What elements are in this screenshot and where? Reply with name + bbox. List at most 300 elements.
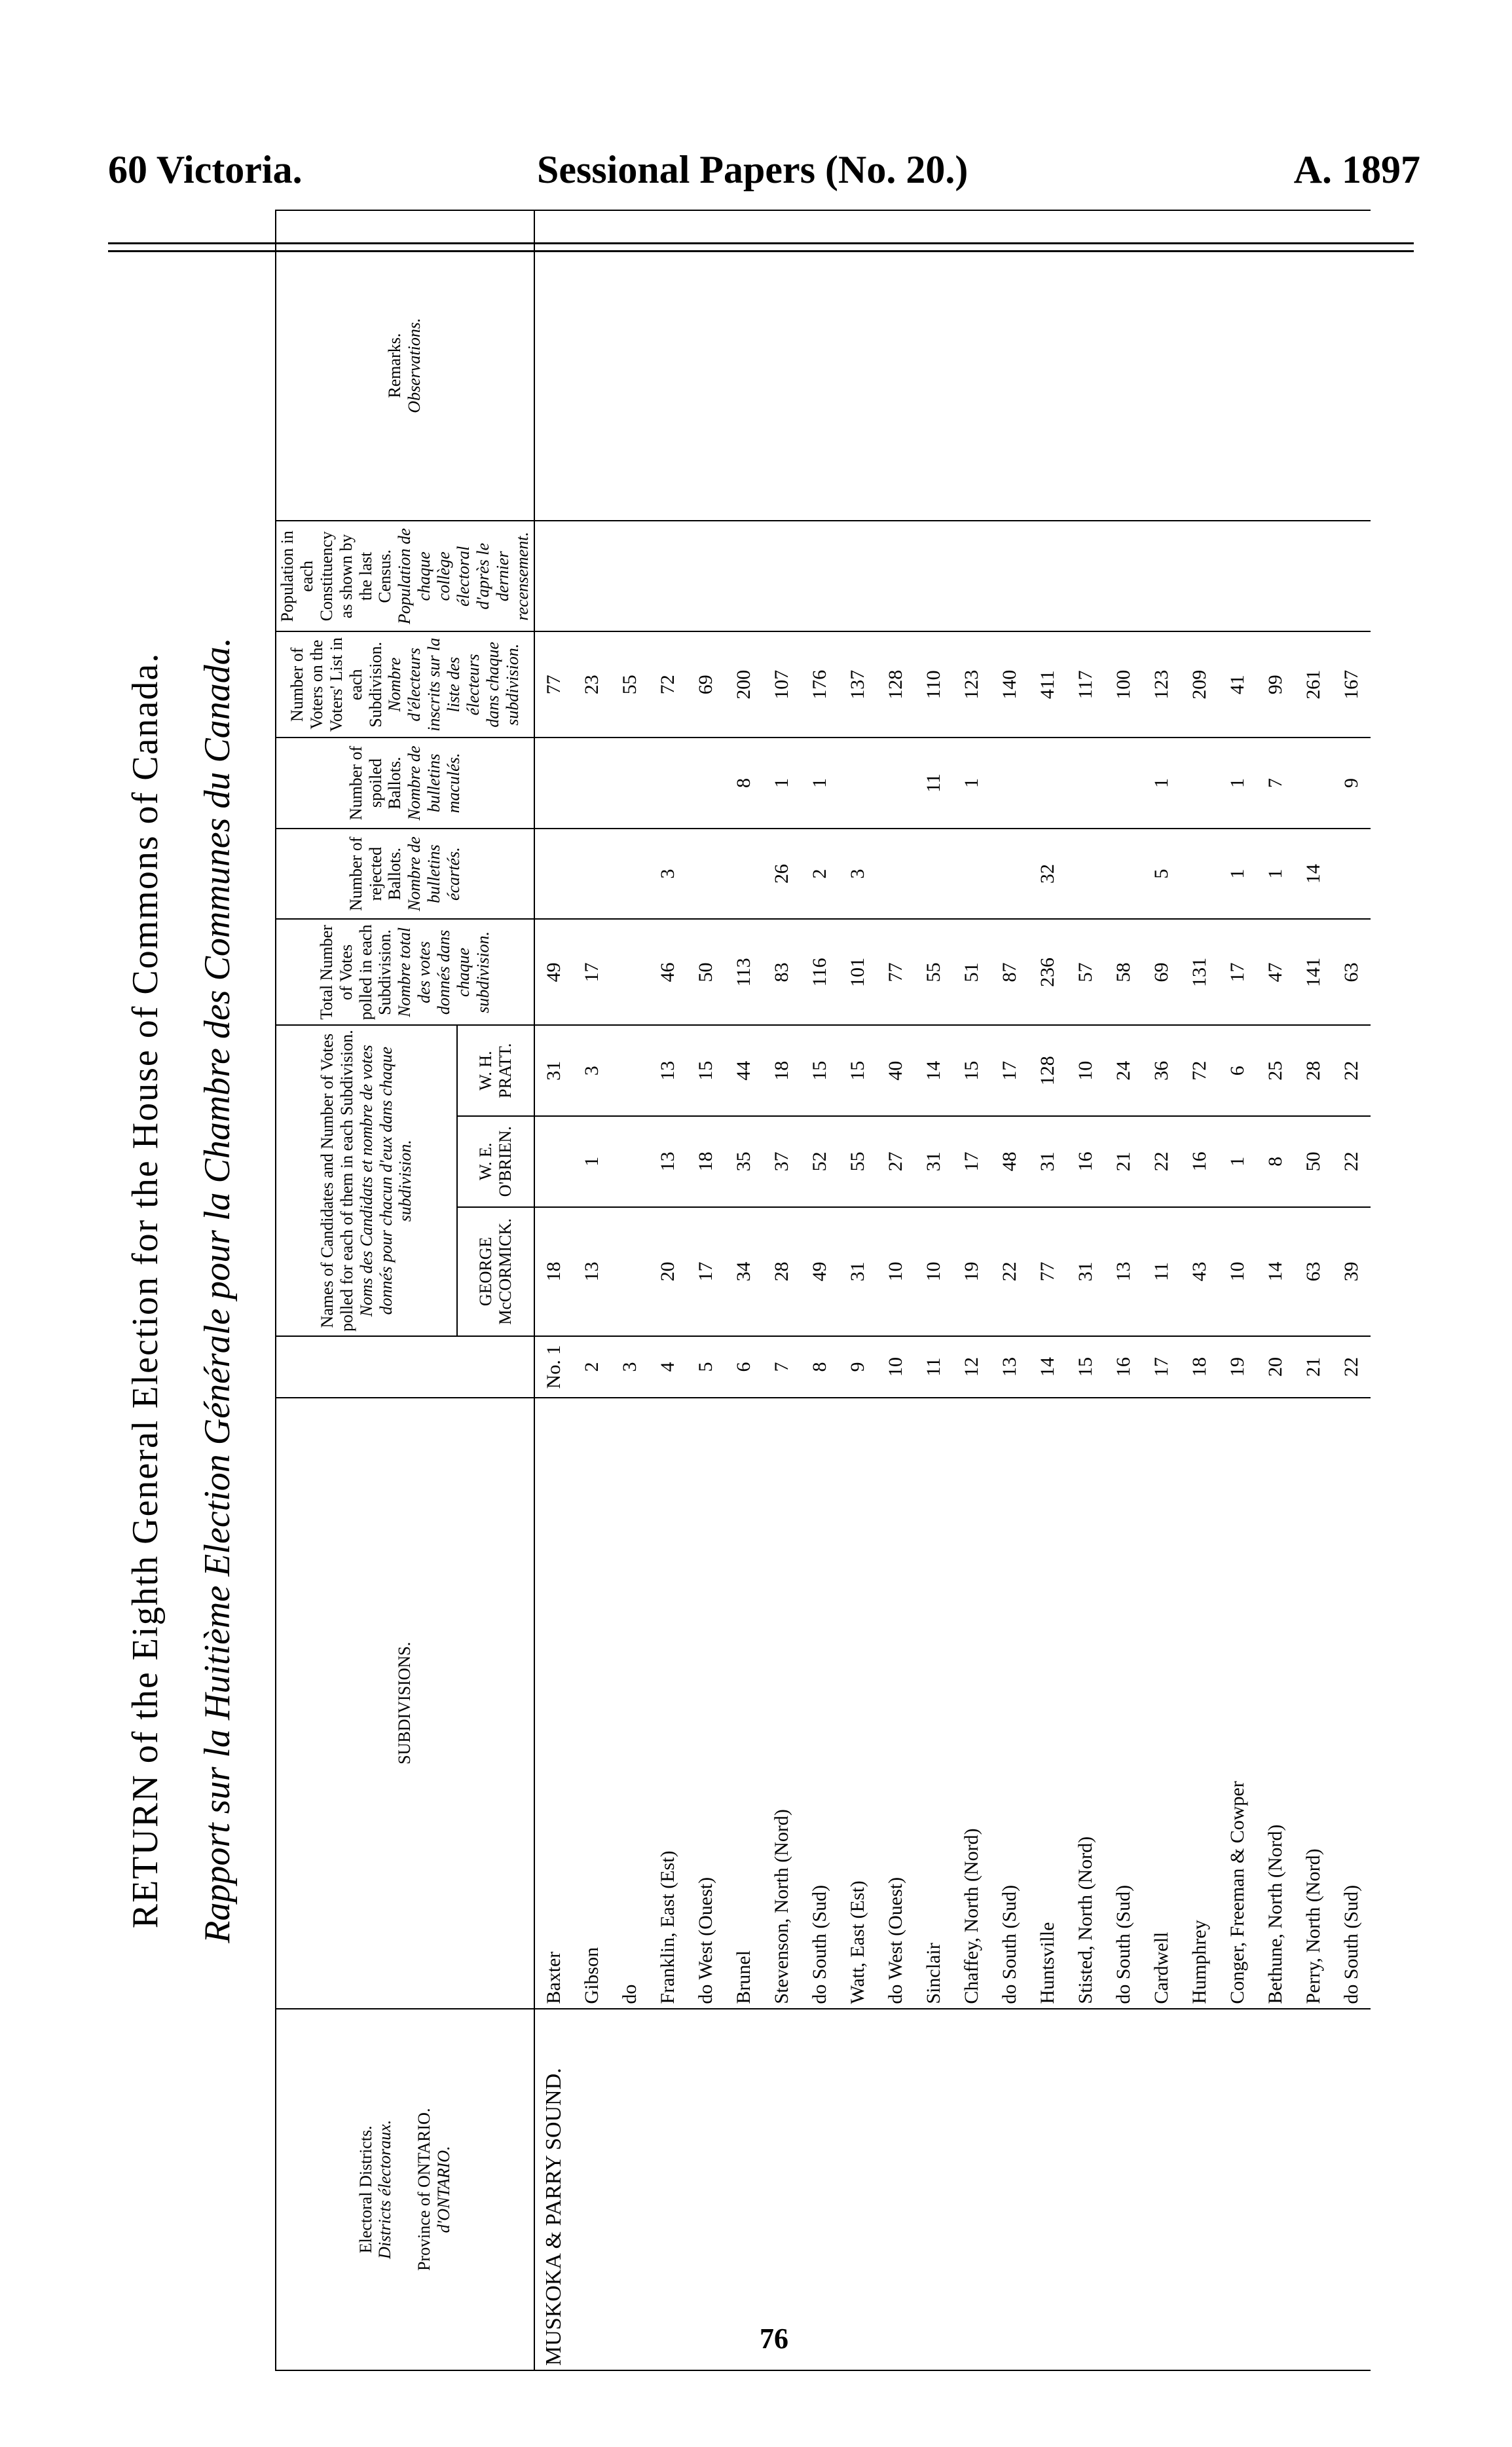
total-cell: 63 (1333, 920, 1371, 1026)
votes-pratt-cell: 22 (1333, 1025, 1371, 1116)
votes-obrien-cell: 1 (1219, 1116, 1257, 1207)
votes-pratt-cell: 25 (1257, 1025, 1295, 1116)
spoiled-cell (534, 738, 573, 829)
col-electoral-districts: Electoral Districts. Districts électoraux. Province of ONTARIO. d'ONTARIO. (276, 2009, 534, 2370)
voters-cell: 117 (1067, 631, 1105, 738)
votes-obrien-cell: 31 (1029, 1116, 1067, 1207)
number-cell: 7 (763, 1336, 801, 1398)
table-row (725, 210, 763, 2370)
votes-obrien-cell: 18 (687, 1116, 725, 1207)
number-cell: 12 (953, 1336, 991, 1398)
votes-pratt-cell: 36 (1143, 1025, 1181, 1116)
votes-mccormick-cell: 31 (1067, 1207, 1105, 1336)
election-return-table (275, 210, 1371, 2371)
subdivision-cell: Chaffey, North (Nord) (953, 1398, 991, 2009)
votes-pratt-cell: 14 (915, 1025, 953, 1116)
votes-mccormick-cell: 39 (1333, 1207, 1371, 1336)
number-cell: 11 (915, 1336, 953, 1398)
table-row (649, 210, 687, 2370)
col-candidates-header: Names of Candidates and Number of Votes polled for each of them in each Subdivision. Noms des Candidats et nombre de votes donnés pour chacun d'eux dans chaque subdivision. (276, 1025, 457, 1336)
total-cell: 77 (877, 920, 915, 1026)
table-row (1143, 210, 1181, 2370)
col-candidate-pratt: W. H. PRATT. (457, 1025, 534, 1116)
remarks-cell (801, 210, 839, 521)
rejected-cell: 5 (1143, 829, 1181, 920)
col-population: Population in each Constituency as shown by the last Census. Population de chaque collège électoral d'après le dernier recensement. (276, 521, 534, 631)
header-center: Sessional Papers (No. 20.) (537, 148, 968, 191)
rejected-cell (611, 829, 649, 920)
subdivision-cell: do South (Sud) (1105, 1398, 1143, 2009)
votes-pratt-cell: 17 (991, 1025, 1029, 1116)
votes-pratt-cell: 15 (687, 1025, 725, 1116)
votes-mccormick-cell: 18 (534, 1207, 573, 1336)
remarks-cell (611, 210, 649, 521)
votes-obrien-cell: 1 (573, 1116, 611, 1207)
remarks-cell (1067, 210, 1105, 521)
population-cell (1029, 521, 1067, 631)
title-english: RETURN of the Eighth General Election for the House of Commons of Canada. (125, 652, 166, 1929)
col-number (276, 1336, 534, 1398)
votes-obrien-cell: 13 (649, 1116, 687, 1207)
number-cell: 20 (1257, 1336, 1295, 1398)
total-cell: 50 (687, 920, 725, 1026)
col-candidate-mccormick: GEORGE McCORMICK. (457, 1207, 534, 1336)
spoiled-cell: 1 (1219, 738, 1257, 829)
district-cell (1295, 2009, 1333, 2370)
table-row (534, 210, 573, 2370)
votes-mccormick-cell: 11 (1143, 1207, 1181, 1336)
number-cell: 19 (1219, 1336, 1257, 1398)
district-cell (1143, 2009, 1181, 2370)
number-cell: No. 1 (534, 1336, 573, 1398)
voters-cell: 128 (877, 631, 915, 738)
votes-obrien-cell: 22 (1333, 1116, 1371, 1207)
district-cell (1219, 2009, 1257, 2370)
votes-pratt-cell: 13 (649, 1025, 687, 1116)
rejected-cell (953, 829, 991, 920)
votes-mccormick-cell: 22 (991, 1207, 1029, 1336)
remarks-cell (991, 210, 1029, 521)
remarks-cell (1295, 210, 1333, 521)
votes-mccormick-cell: 10 (915, 1207, 953, 1336)
spoiled-cell: 1 (1143, 738, 1181, 829)
total-cell: 51 (953, 920, 991, 1026)
votes-obrien-cell: 17 (953, 1116, 991, 1207)
spoiled-cell (687, 738, 725, 829)
votes-mccormick-cell: 20 (649, 1207, 687, 1336)
total-cell: 113 (725, 920, 763, 1026)
subdivision-cell: do West (Ouest) (877, 1398, 915, 2009)
subdivision-cell: Gibson (573, 1398, 611, 2009)
votes-pratt-cell (611, 1025, 649, 1116)
spoiled-cell (991, 738, 1029, 829)
subdivision-cell: Cardwell (1143, 1398, 1181, 2009)
remarks-cell (1143, 210, 1181, 521)
district-cell (649, 2009, 687, 2370)
table-row (763, 210, 801, 2370)
header-right: A. 1897 (1293, 148, 1420, 191)
subdivision-cell: do South (Sud) (1333, 1398, 1371, 2009)
table-row (991, 210, 1029, 2370)
population-cell (1105, 521, 1143, 631)
total-cell: 55 (915, 920, 953, 1026)
subdivision-cell: Stisted, North (Nord) (1067, 1398, 1105, 2009)
number-cell: 16 (1105, 1336, 1143, 1398)
voters-cell: 140 (991, 631, 1029, 738)
table-row (1029, 210, 1067, 2370)
remarks-cell (877, 210, 915, 521)
population-cell (991, 521, 1029, 631)
remarks-cell (839, 210, 877, 521)
population-cell (1181, 521, 1219, 631)
votes-obrien-cell: 31 (915, 1116, 953, 1207)
rejected-cell: 1 (1219, 829, 1257, 920)
number-cell: 2 (573, 1336, 611, 1398)
table-row (839, 210, 877, 2370)
spoiled-cell: 9 (1333, 738, 1371, 829)
rejected-cell: 26 (763, 829, 801, 920)
col-voters: Number of Voters on the Voters' List in each Subdivision. Nombre d'électeurs inscrits sur la liste des électeurs dans chaque subdivision. (276, 631, 534, 738)
votes-obrien-cell: 22 (1143, 1116, 1181, 1207)
rejected-cell: 1 (1257, 829, 1295, 920)
votes-pratt-cell: 6 (1219, 1025, 1257, 1116)
votes-pratt-cell: 28 (1295, 1025, 1333, 1116)
table-row (915, 210, 953, 2370)
population-cell (687, 521, 725, 631)
voters-cell: 99 (1257, 631, 1295, 738)
spoiled-cell (611, 738, 649, 829)
votes-pratt-cell: 15 (953, 1025, 991, 1116)
district-cell (877, 2009, 915, 2370)
total-cell: 17 (1219, 920, 1257, 1026)
district-cell (839, 2009, 877, 2370)
votes-obrien-cell: 48 (991, 1116, 1029, 1207)
subdivision-cell: do South (Sud) (801, 1398, 839, 2009)
votes-obrien-cell: 52 (801, 1116, 839, 1207)
rejected-cell: 14 (1295, 829, 1333, 920)
district-cell (1105, 2009, 1143, 2370)
table-row (1067, 210, 1105, 2370)
header-left: 60 Victoria. (108, 148, 303, 191)
subdivision-cell: do South (Sud) (991, 1398, 1029, 2009)
votes-pratt-cell: 3 (573, 1025, 611, 1116)
spoiled-cell: 1 (763, 738, 801, 829)
spoiled-cell: 8 (725, 738, 763, 829)
remarks-cell (573, 210, 611, 521)
total-cell: 83 (763, 920, 801, 1026)
voters-cell: 23 (573, 631, 611, 738)
votes-pratt-cell: 15 (801, 1025, 839, 1116)
table-row (573, 210, 611, 2370)
total-cell: 101 (839, 920, 877, 1026)
rejected-cell: 2 (801, 829, 839, 920)
subdivision-cell: Stevenson, North (Nord) (763, 1398, 801, 2009)
population-cell (953, 521, 991, 631)
district-cell (687, 2009, 725, 2370)
subdivision-cell: Humphrey (1181, 1398, 1219, 2009)
district-cell (1333, 2009, 1371, 2370)
votes-mccormick-cell: 17 (687, 1207, 725, 1336)
rejected-cell (915, 829, 953, 920)
remarks-cell (1181, 210, 1219, 521)
rejected-cell: 32 (1029, 829, 1067, 920)
district-cell (953, 2009, 991, 2370)
population-cell (1143, 521, 1181, 631)
number-cell: 10 (877, 1336, 915, 1398)
rejected-cell (573, 829, 611, 920)
total-cell: 116 (801, 920, 839, 1026)
number-cell: 13 (991, 1336, 1029, 1398)
votes-pratt-cell: 15 (839, 1025, 877, 1116)
table-row (953, 210, 991, 2370)
voters-cell: 100 (1105, 631, 1143, 738)
district-cell (763, 2009, 801, 2370)
total-cell: 46 (649, 920, 687, 1026)
voters-cell: 200 (725, 631, 763, 738)
population-cell (649, 521, 687, 631)
subdivision-cell: Huntsville (1029, 1398, 1067, 2009)
population-cell (1295, 521, 1333, 631)
voters-cell: 123 (953, 631, 991, 738)
number-cell: 14 (1029, 1336, 1067, 1398)
votes-pratt-cell: 24 (1105, 1025, 1143, 1116)
votes-obrien-cell: 37 (763, 1116, 801, 1207)
rotated-page (118, 210, 1395, 2371)
votes-mccormick-cell: 34 (725, 1207, 763, 1336)
spoiled-cell (573, 738, 611, 829)
remarks-cell (725, 210, 763, 521)
col-candidate-obrien: W. E. O'BRIEN. (457, 1116, 534, 1207)
population-cell (1257, 521, 1295, 631)
spoiled-cell (1105, 738, 1143, 829)
votes-obrien-cell: 27 (877, 1116, 915, 1207)
votes-mccormick-cell: 77 (1029, 1207, 1067, 1336)
votes-pratt-cell: 40 (877, 1025, 915, 1116)
votes-pratt-cell: 10 (1067, 1025, 1105, 1116)
votes-mccormick-cell: 13 (573, 1207, 611, 1336)
col-remarks: Remarks. Observations. (276, 210, 534, 521)
subdivision-cell: Brunel (725, 1398, 763, 2009)
rejected-cell (1105, 829, 1143, 920)
voters-cell: 77 (534, 631, 573, 738)
district-cell (611, 2009, 649, 2370)
votes-mccormick-cell: 10 (1219, 1207, 1257, 1336)
population-cell (534, 521, 573, 631)
votes-mccormick-cell: 31 (839, 1207, 877, 1336)
subdivision-cell: Bethune, North (Nord) (1257, 1398, 1295, 2009)
votes-pratt-cell: 44 (725, 1025, 763, 1116)
col-rejected: Number of rejected Ballots. Nombre de bulletins écartés. (276, 829, 534, 920)
votes-mccormick-cell: 28 (763, 1207, 801, 1336)
subdivision-cell: Baxter (534, 1398, 573, 2009)
remarks-cell (1219, 210, 1257, 521)
table-row (877, 210, 915, 2370)
page-number: 76 (760, 2323, 788, 2355)
rejected-cell: 3 (839, 829, 877, 920)
votes-mccormick-cell: 14 (1257, 1207, 1295, 1336)
rejected-cell (1067, 829, 1105, 920)
district-cell (991, 2009, 1029, 2370)
population-cell (1333, 521, 1371, 631)
total-cell: 131 (1181, 920, 1219, 1026)
total-cell: 58 (1105, 920, 1143, 1026)
votes-mccormick-cell: 43 (1181, 1207, 1219, 1336)
rejected-cell (687, 829, 725, 920)
voters-cell: 209 (1181, 631, 1219, 738)
number-cell: 21 (1295, 1336, 1333, 1398)
subdivision-cell: Conger, Freeman & Cowper (1219, 1398, 1257, 2009)
voters-cell: 55 (611, 631, 649, 738)
population-cell (1067, 521, 1105, 631)
population-cell (915, 521, 953, 631)
rejected-cell (1333, 829, 1371, 920)
district-cell (801, 2009, 839, 2370)
total-cell: 47 (1257, 920, 1295, 1026)
votes-obrien-cell: 55 (839, 1116, 877, 1207)
table-row (687, 210, 725, 2370)
spoiled-cell: 1 (953, 738, 991, 829)
spoiled-cell (1181, 738, 1219, 829)
voters-cell: 167 (1333, 631, 1371, 738)
remarks-cell (763, 210, 801, 521)
table-row (1295, 210, 1333, 2370)
subdivision-cell: Franklin, East (Est) (649, 1398, 687, 2009)
table-row (1219, 210, 1257, 2370)
voters-cell: 123 (1143, 631, 1181, 738)
spoiled-cell (1029, 738, 1067, 829)
total-cell: 49 (534, 920, 573, 1026)
subdivision-cell: Watt, East (Est) (839, 1398, 877, 2009)
subdivision-cell: Perry, North (Nord) (1295, 1398, 1333, 2009)
number-cell: 9 (839, 1336, 877, 1398)
remarks-cell (1333, 210, 1371, 521)
number-cell: 22 (1333, 1336, 1371, 1398)
number-cell: 17 (1143, 1336, 1181, 1398)
rejected-cell (725, 829, 763, 920)
votes-pratt-cell: 18 (763, 1025, 801, 1116)
population-cell (763, 521, 801, 631)
number-cell: 18 (1181, 1336, 1219, 1398)
votes-mccormick-cell: 13 (1105, 1207, 1143, 1336)
remarks-cell (1029, 210, 1067, 521)
number-cell: 8 (801, 1336, 839, 1398)
voters-cell: 110 (915, 631, 953, 738)
votes-mccormick-cell: 63 (1295, 1207, 1333, 1336)
remarks-cell (915, 210, 953, 521)
votes-pratt-cell: 128 (1029, 1025, 1067, 1116)
votes-pratt-cell: 72 (1181, 1025, 1219, 1116)
spoiled-cell (877, 738, 915, 829)
votes-mccormick-cell: 10 (877, 1207, 915, 1336)
population-cell (725, 521, 763, 631)
col-spoiled: Number of spoiled Ballots. Nombre de bulletins maculés. (276, 738, 534, 829)
votes-obrien-cell: 16 (1067, 1116, 1105, 1207)
number-cell: 5 (687, 1336, 725, 1398)
voters-cell: 411 (1029, 631, 1067, 738)
voters-cell: 137 (839, 631, 877, 738)
total-cell: 69 (1143, 920, 1181, 1026)
voters-cell: 72 (649, 631, 687, 738)
votes-obrien-cell (534, 1116, 573, 1207)
table-body (534, 210, 1371, 2370)
total-cell: 87 (991, 920, 1029, 1026)
rejected-cell (991, 829, 1029, 920)
votes-obrien-cell: 16 (1181, 1116, 1219, 1207)
votes-obrien-cell (611, 1116, 649, 1207)
population-cell (839, 521, 877, 631)
population-cell (801, 521, 839, 631)
district-cell (915, 2009, 953, 2370)
remarks-cell (1257, 210, 1295, 521)
spoiled-cell (649, 738, 687, 829)
title-french: Rapport sur la Huitième Election Générale pour la Chambre des Communes du Canada. (197, 637, 238, 1943)
population-cell (611, 521, 649, 631)
subdivision-cell: do (611, 1398, 649, 2009)
spoiled-cell (839, 738, 877, 829)
voters-cell: 176 (801, 631, 839, 738)
total-cell: 17 (573, 920, 611, 1026)
rejected-cell: 3 (649, 829, 687, 920)
subdivision-cell: Sinclair (915, 1398, 953, 2009)
remarks-cell (953, 210, 991, 521)
votes-obrien-cell: 8 (1257, 1116, 1295, 1207)
district-cell (1181, 2009, 1219, 2370)
spoiled-cell (1067, 738, 1105, 829)
district-cell (1067, 2009, 1105, 2370)
remarks-cell (687, 210, 725, 521)
table-row (1105, 210, 1143, 2370)
district-cell: MUSKOKA & PARRY SOUND. (534, 2009, 573, 2370)
spoiled-cell: 1 (801, 738, 839, 829)
table-row (1257, 210, 1295, 2370)
col-subdivisions: SUBDIVISIONS. (276, 1398, 534, 2009)
remarks-cell (649, 210, 687, 521)
voters-cell: 69 (687, 631, 725, 738)
votes-pratt-cell: 31 (534, 1025, 573, 1116)
voters-cell: 261 (1295, 631, 1333, 738)
number-cell: 6 (725, 1336, 763, 1398)
votes-obrien-cell: 21 (1105, 1116, 1143, 1207)
total-cell (611, 920, 649, 1026)
district-cell (725, 2009, 763, 2370)
voters-cell: 41 (1219, 631, 1257, 738)
number-cell: 4 (649, 1336, 687, 1398)
votes-mccormick-cell: 19 (953, 1207, 991, 1336)
remarks-cell (1105, 210, 1143, 521)
district-cell (573, 2009, 611, 2370)
number-cell: 15 (1067, 1336, 1105, 1398)
population-cell (1219, 521, 1257, 631)
rejected-cell (877, 829, 915, 920)
table-row (611, 210, 649, 2370)
spoiled-cell: 7 (1257, 738, 1295, 829)
population-cell (573, 521, 611, 631)
table-row (801, 210, 839, 2370)
votes-mccormick-cell (611, 1207, 649, 1336)
number-cell: 3 (611, 1336, 649, 1398)
total-cell: 57 (1067, 920, 1105, 1026)
subdivision-cell: do West (Ouest) (687, 1398, 725, 2009)
col-total: Total Number of Votes polled in each Subdivision. Nombre total des votes donnés dans chaque subdivision. (276, 920, 534, 1026)
remarks-cell (534, 210, 573, 521)
votes-obrien-cell: 50 (1295, 1116, 1333, 1207)
district-cell (1029, 2009, 1067, 2370)
spoiled-cell (1295, 738, 1333, 829)
votes-obrien-cell: 35 (725, 1116, 763, 1207)
rejected-cell (534, 829, 573, 920)
rejected-cell (1181, 829, 1219, 920)
spoiled-cell: 11 (915, 738, 953, 829)
